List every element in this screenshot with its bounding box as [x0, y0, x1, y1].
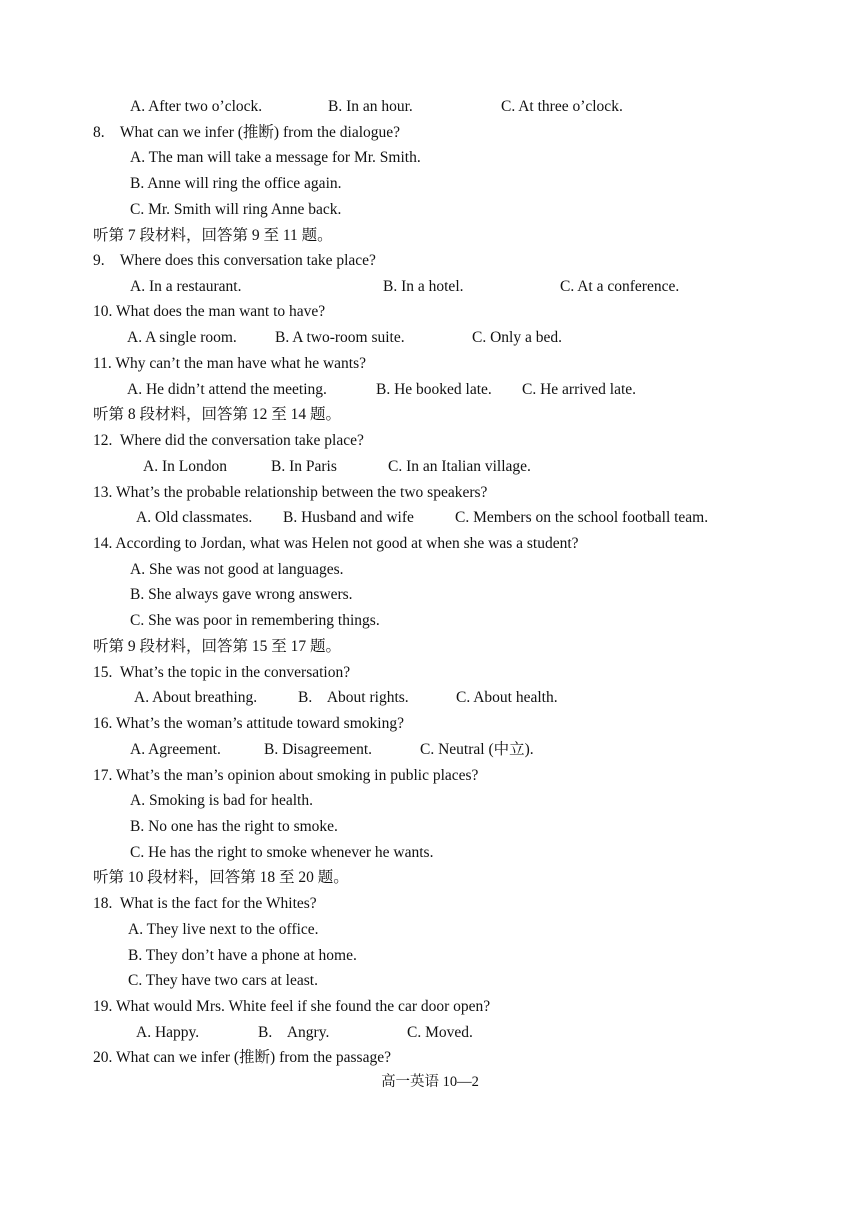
q14-option-a: A. She was not good at languages. [130, 561, 344, 578]
q16-option-c: C. Neutral (中立). [420, 741, 534, 758]
q16-option-a: A. Agreement. [130, 741, 221, 758]
q15-option-a: A. About breathing. [134, 689, 258, 706]
q10-option-c: C. Only a bed. [472, 329, 562, 346]
page-footer: 高一英语 10—2 [381, 1074, 479, 1090]
q18-stem: 18. What is the fact for the Whites? [93, 895, 317, 912]
q18-option-b: B. They don’t have a phone at home. [128, 947, 357, 964]
q7-option-c: C. At three o’clock. [501, 98, 623, 115]
q14-stem: 14. According to Jordan, what was Helen not good at when she was a student? [93, 535, 579, 552]
q16-option-b: B. Disagreement. [264, 741, 373, 758]
section-8-instruction: 听第 8 段材料，回答第 12 至 14 题。 [93, 406, 342, 423]
q11-option-a: A. He didn’t attend the meeting. [127, 381, 327, 398]
q7-option-a: A. After two o’clock. [130, 98, 263, 115]
q9-stem: 9. Where does this conversation take place? [93, 252, 376, 269]
q9-option-b: B. In a hotel. [383, 278, 464, 295]
q13-option-b: B. Husband and wife [283, 509, 414, 526]
q15-stem: 15. What’s the topic in the conversation? [93, 664, 351, 681]
q10-option-a: A. A single room. [127, 329, 237, 346]
q14-option-b: B. She always gave wrong answers. [130, 586, 353, 603]
q13-stem: 13. What’s the probable relationship between the two speakers? [93, 484, 488, 501]
q19-option-a: A. Happy. [136, 1024, 200, 1041]
q10-option-b: B. A two-room suite. [275, 329, 405, 346]
q19-option-b: B. Angry. [258, 1024, 330, 1041]
section-7-instruction: 听第 7 段材料，回答第 9 至 11 题。 [93, 227, 333, 244]
q11-option-b: B. He booked late. [376, 381, 492, 398]
q11-stem: 11. Why can’t the man have what he wants? [93, 355, 367, 372]
q12-stem: 12. Where did the conversation take place? [93, 432, 364, 449]
q16-stem: 16. What’s the woman’s attitude toward smoking? [93, 715, 404, 732]
section-9-instruction: 听第 9 段材料，回答第 15 至 17 题。 [93, 638, 342, 655]
q8-option-a: A. The man will take a message for Mr. Smith. [130, 149, 421, 166]
q19-option-c: C. Moved. [407, 1024, 473, 1041]
section-10-instruction: 听第 10 段材料，回答第 18 至 20 题。 [93, 869, 349, 886]
q12-option-b: B. In Paris [271, 458, 337, 475]
q15-option-b: B. About rights. [298, 689, 409, 706]
q8-option-b: B. Anne will ring the office again. [130, 175, 342, 192]
q9-option-c: C. At a conference. [560, 278, 680, 295]
q18-option-c: C. They have two cars at least. [128, 972, 318, 989]
q17-option-a: A. Smoking is bad for health. [130, 792, 313, 809]
q7-option-b: B. In an hour. [328, 98, 413, 115]
q13-option-a: A. Old classmates. [136, 509, 253, 526]
q9-option-a: A. In a restaurant. [130, 278, 242, 295]
q20-stem: 20. What can we infer (推断) from the passage? [93, 1049, 391, 1066]
q18-option-a: A. They live next to the office. [128, 921, 319, 938]
q17-option-c: C. He has the right to smoke whenever he wants. [130, 844, 434, 861]
q8-stem: 8. What can we infer (推断) from the dialogue? [93, 124, 401, 141]
q10-stem: 10. What does the man want to have? [93, 303, 326, 320]
q17-stem: 17. What’s the man’s opinion about smoking in public places? [93, 767, 479, 784]
q17-option-b: B. No one has the right to smoke. [130, 818, 338, 835]
q8-option-c: C. Mr. Smith will ring Anne back. [130, 201, 342, 218]
q12-option-a: A. In London [143, 458, 227, 475]
q14-option-c: C. She was poor in remembering things. [130, 612, 380, 629]
q11-option-c: C. He arrived late. [522, 381, 637, 398]
q19-stem: 19. What would Mrs. White feel if she found the car door open? [93, 998, 491, 1015]
q15-option-c: C. About health. [456, 689, 558, 706]
q12-option-c: C. In an Italian village. [388, 458, 531, 475]
q13-option-c: C. Members on the school football team. [455, 509, 709, 526]
